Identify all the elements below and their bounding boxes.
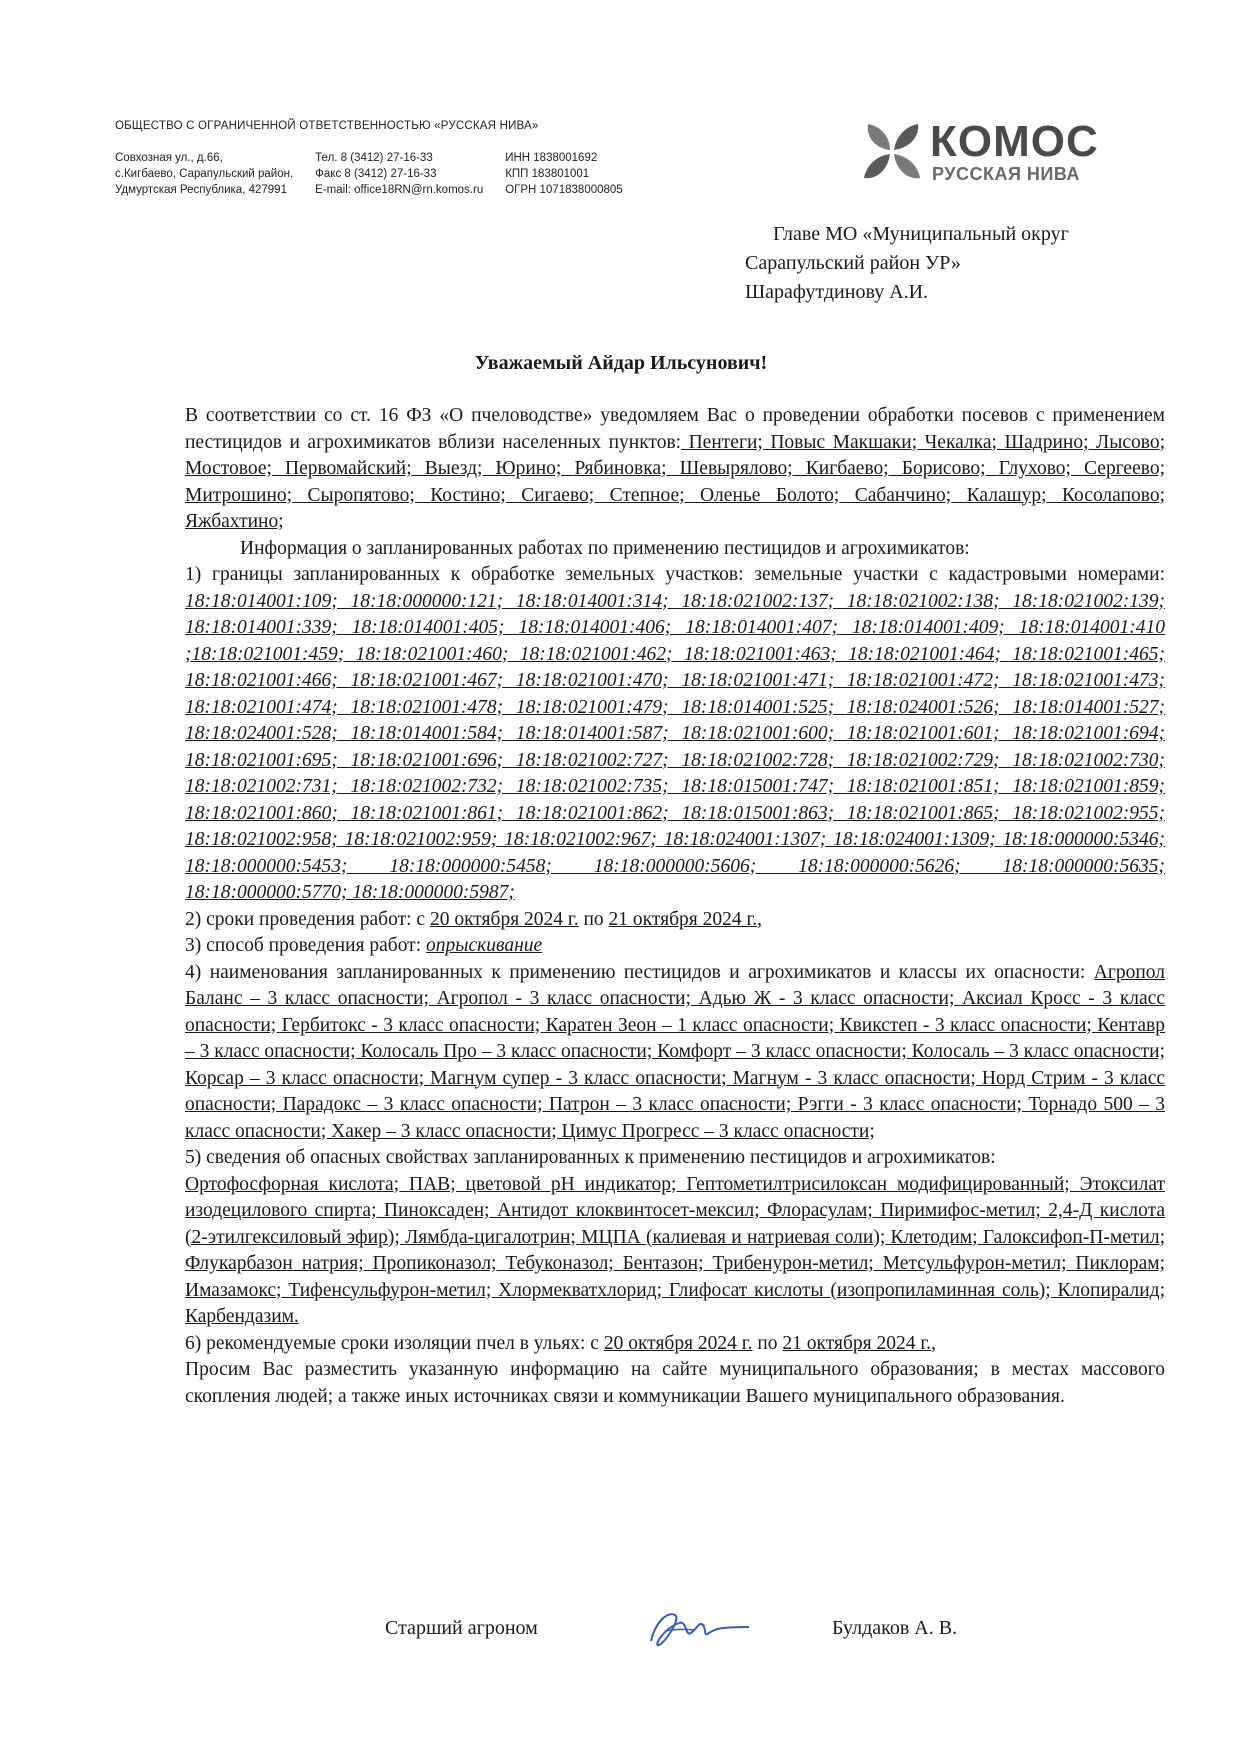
logo-wordmark: КОМОС <box>930 117 1099 166</box>
registry-block <box>505 150 623 198</box>
komos-leaf-icon <box>860 120 924 184</box>
hazard-properties: Ортофосфорная кислота; ПАВ; цветовой pH индикатор; Гептометилтрисилоксан модифицированный; Этоксилат изодецилового спирта; Пиноксаден; Антидот клоквинтосет-мексил; Флорасулам; Пиримифос-метил; 2,4-Д кислота (2-этилгексиловый эфир); Лямбда-цигалотрин; МЦПА (калиевая и натриевая соли); Клетодим; Галоксифоп-П-метил; Флукарбазон натрия; Пропиконазол; Тебуконазол; Бентазон; Трибенурон-метил; Метсульфурон-метил; Пиклорам; Имазамокс; Тифенсульфурон-метил; Хлормекватхлорид; Глифосат кислоты (изопропиламинная соль); Клопиралид; Карбендазим. <box>185 1173 1165 1327</box>
address-line: Совхозная ул., д.66, <box>115 152 223 164</box>
item-1 <box>185 562 1165 907</box>
item-2-end: , <box>757 908 763 930</box>
company-logo <box>860 118 1130 188</box>
settlements-list: Пентеги; Повыс Макшаки; Чекалка; Шадрино; Лысово; Мостовое; Первомайский; Выезд; Юрино; Рябиновка; Шевырялово; Кигбаево; Борисово; Глухово; Сергеево; Митрошино; Сыропятово; Костино; Сигаево; Степное; Оленье Болото; Сабанчино; Калашур; Косолапово; Яжбахтино; <box>185 431 1165 532</box>
pesticides-list: Агропол Баланс – 3 класс опасности; Агропол - 3 класс опасности; Адью Ж - 3 класс опасности; Аксиал Кросс - 3 класс опасности; Гербитокс - 3 класс опасности; Каратен Зеон – 1 класс опасности; Квикстеп - 3 класс опасности; Кентавр – 3 класс опасности; Колосаль Про – 3 класс опасности; Комфорт – 3 класс опасности; Колосаль – 3 класс опасности; Корсар – 3 класс опасности; Магнум супер - 3 класс опасности; Магнум - 3 класс опасности; Норд Стрим - 3 класс опасности; Парадокс – 3 класс опасности; Патрон – 3 класс опасности; Рэгги - 3 класс опасности; Торнадо 500 – 3 класс опасности; Хакер – 3 класс опасности; Цимус Прогресс – 3 класс опасности; <box>185 961 1165 1142</box>
handwritten-signature <box>645 1603 755 1653</box>
item-6 <box>185 1331 1165 1358</box>
addressee-line: Сарапульский район УР» <box>745 252 961 274</box>
item-6-end: , <box>931 1332 936 1354</box>
address-line: с.Кигбаево, Сарапульский район, <box>115 168 294 180</box>
work-date-from: 20 октября 2024 г. <box>429 908 579 930</box>
item-2-mid: по <box>578 908 609 930</box>
info-header: Информация о запланированных работах по применению пестицидов и агрохимикатов: <box>240 537 970 559</box>
email: E-mail: office18RN@rn.komos.ru <box>315 184 484 196</box>
item-2-label: 2) сроки проведения работ: с <box>185 908 430 930</box>
isolation-date-to: 21 октября 2024 г. <box>782 1332 932 1354</box>
request-paragraph: Просим Вас разместить указанную информацию на сайте муниципального образования; в местах массового скопления людей; а также иных источниках связи и коммуникации Вашего муниципального образования. <box>185 1359 1165 1407</box>
work-date-to: 21 октября 2024 г. <box>608 908 758 930</box>
addressee-line: Шарафутдинову А.И. <box>745 281 929 303</box>
isolation-date-from: 20 октября 2024 г. <box>603 1332 753 1354</box>
kpp: КПП 183801001 <box>505 168 590 180</box>
item-4 <box>185 960 1165 1146</box>
inn: ИНН 1838001692 <box>505 152 598 164</box>
ogrn: ОГРН 1071838000805 <box>505 184 623 196</box>
phone: Тел. 8 (3412) 27-16-33 <box>315 152 433 164</box>
work-method: опрыскивание <box>426 935 543 956</box>
fax: Факс 8 (3412) 27-16-33 <box>315 168 437 180</box>
letterhead-columns <box>115 150 735 198</box>
addressee <box>745 220 1069 307</box>
letterhead <box>115 120 735 198</box>
intro-paragraph <box>185 403 1165 536</box>
signer-title: Старший агроном <box>385 1617 538 1639</box>
intro-text: В соответствии со ст. 16 ФЗ «О пчеловодстве» уведомляем Вас о проведении обработки посевов с применением пестицидов и агрохимикатов вблизи населенных пунктов: <box>185 405 1165 453</box>
org-name: ОБЩЕСТВО С ОГРАНИЧЕННОЙ ОТВЕТСТВЕННОСТЬЮ «РУССКАЯ НИВА» <box>115 120 539 132</box>
item-3 <box>185 933 1165 960</box>
item-4-label: 4) наименования запланированных к применению пестицидов и агрохимикатов и классы их опасности: <box>185 961 1094 983</box>
item-3-label: 3) способ проведения работ: <box>185 935 426 956</box>
logo-subtitle: РУССКАЯ НИВА <box>932 164 1080 184</box>
item-1-label: 1) границы запланированных к обработке земельных участков: земельные участки с кадастровыми номерами: <box>185 564 1165 585</box>
item-2 <box>185 907 1165 934</box>
addressee-line: Главе МО «Муниципальный округ <box>773 223 1069 245</box>
item-5-label: 5) сведения об опасных свойствах запланированных к применению пестицидов и агрохимикатов: <box>185 1147 996 1168</box>
item-6-label: 6) рекомендуемые сроки изоляции пчел в ульях: с <box>185 1332 604 1354</box>
signer-name: Булдаков А. В. <box>832 1617 958 1639</box>
item-6-mid: по <box>752 1332 783 1354</box>
contacts-block <box>315 150 483 198</box>
salutation: Уважаемый Айдар Ильсунович! <box>474 352 768 374</box>
address-block <box>115 150 293 198</box>
letter-body <box>185 403 1165 1410</box>
address-line: Удмуртская Республика, 427991 <box>115 184 287 196</box>
cadastral-numbers: 18:18:014001:109; 18:18:000000:121; 18:18:014001:314; 18:18:021002:137; 18:18:021002:138; 18:18:021002:139; 18:18:014001:339; 18:18:014001:405; 18:18:014001:406; 18:18:014001:407; 18:18:014001:409; 18:18:014001:410 ;18:18:021001:459; 18:18:021001:460; 18:18:021001:462; 18:18:021001:463; 18:18:021001:464; 18:18:021001:465; 18:18:021001:466; 18:18:021001:467; 18:18:021001:470; 18:18:021001:471; 18:18:021001:472; 18:18:021001:473; 18:18:021001:474; 18:18:021001:478; 18:18:021001:479; 18:18:014001:525; 18:18:024001:526; 18:18:014001:527; 18:18:024001:528; 18:18:014001:584; 18:18:014001:587; 18:18:021001:600; 18:18:021001:601; 18:18:021001:694; 18:18:021001:695; 18:18:021001:696; 18:18:021002:727; 18:18:021002:728; 18:18:021002:729; 18:18:021002:730; 18:18:021002:731; 18:18:021002:732; 18:18:021002:735; 18:18:015001:747; 18:18:021001:851; 18:18:021001:859; 18:18:021001:860; 18:18:021001:861; 18:18:021001:862; 18:18:015001:863; 18:18:021001:865; 18:18:021002:955; 18:18:021002:958; 18:18:021002:959; 18:18:021002:967; 18:18:024001:1307; 18:18:024001:1309; 18:18:000000:5346; 18:18:000000:5453; 18:18:000000:5458; 18:18:000000:5606; 18:18:000000:5626; 18:18:000000:5635; 18:18:000000:5770; 18:18:000000:5987; <box>185 590 1165 903</box>
